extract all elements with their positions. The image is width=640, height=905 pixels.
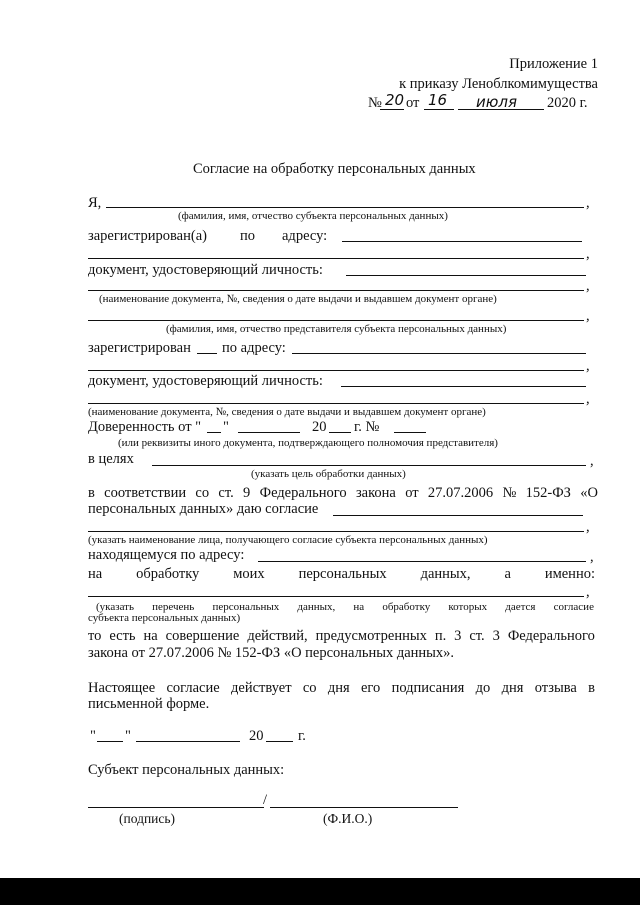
id-document-label: документ, удостоверяющий личность: [88, 262, 323, 278]
order-ot: от [406, 95, 420, 111]
word: со [302, 680, 317, 696]
law-line-1 [88, 485, 598, 502]
appendix-label: Приложение 1 [509, 56, 598, 72]
fio-representative-hint: (фамилия, имя, отчество представителя субъекта персональных данных) [166, 323, 507, 335]
word: подписания [391, 680, 465, 696]
word: которых [448, 601, 488, 613]
representative-id-document-line-2[interactable] [88, 403, 584, 404]
word: до [475, 680, 491, 696]
proxy-label: Доверенность от " [88, 419, 202, 435]
date-year-prefix: 20 [249, 728, 264, 744]
id-document-line-1[interactable] [346, 275, 586, 276]
registered-address: адресу: [282, 228, 328, 244]
located-label: находящемуся по адресу: [88, 547, 245, 563]
date-year-line[interactable] [266, 741, 293, 742]
word: дня [501, 680, 524, 696]
signature-caption: (подпись) [119, 811, 176, 826]
word: действий, [247, 628, 308, 644]
order-year: 2020 г. [547, 95, 588, 111]
word: обработку [382, 601, 431, 613]
representative-address-label: по адресу: [222, 340, 286, 356]
comma: , [586, 391, 590, 407]
purpose-line[interactable] [152, 465, 586, 466]
order-day-line [424, 109, 454, 110]
located-address-line[interactable] [258, 561, 586, 562]
date-quote-open: " [90, 728, 96, 744]
word: 27.07.2006 [427, 485, 494, 501]
proxy-quote: " [223, 419, 229, 435]
word: ст. [218, 485, 234, 501]
word: 9 [243, 485, 251, 501]
consent-recipient-line-1[interactable] [333, 515, 583, 516]
data-list-line[interactable] [88, 596, 584, 597]
order-label: к приказу Леноблкомимущества [399, 76, 598, 92]
word: п. [434, 628, 447, 644]
full-name-caption: (Ф.И.О.) [323, 811, 373, 826]
comma: , [586, 246, 590, 262]
word: то [88, 628, 102, 644]
data-list-hint-2: субъекта персональных данных) [88, 612, 241, 624]
word: Федерального [507, 628, 595, 644]
order-number-line [380, 109, 404, 110]
representative-id-document-line-1[interactable] [341, 386, 586, 387]
word: 3 [454, 628, 462, 644]
comma: , [586, 584, 590, 600]
signature-slash: / [263, 792, 268, 808]
word: его [360, 680, 381, 696]
address-line-2[interactable] [88, 258, 584, 259]
word: именно: [544, 566, 595, 582]
word: дается [505, 601, 536, 613]
document-title: Согласие на обработку персональных данных [193, 161, 476, 177]
order-month: июля [476, 93, 517, 111]
actions-line-1 [88, 628, 595, 645]
word: моих [233, 566, 265, 582]
word: согласие [166, 680, 220, 696]
word: на [88, 566, 103, 582]
word: со [195, 485, 210, 501]
order-number: 20 [385, 91, 405, 109]
law-line-2: персональных данных» даю согласие [88, 501, 319, 517]
representative-id-document-hint: (наименование документа, №, сведения о дате выдачи и выдавшем документ органе) [88, 406, 486, 418]
word: ст. [469, 628, 485, 644]
word: соответствии [104, 485, 187, 501]
proxy-hint: (или реквизиты иного документа, подтверждающего полномочия представителя) [118, 437, 498, 449]
word: совершение [165, 628, 240, 644]
word: согласие [553, 601, 594, 613]
representative-id-document-label: документ, удостоверяющий личность: [88, 373, 323, 389]
word: предусмотренных [315, 628, 427, 644]
word: действует [231, 680, 292, 696]
proxy-number-line[interactable] [394, 432, 426, 433]
fio-subject-hint: (фамилия, имя, отчество субъекта персональных данных) [178, 210, 448, 222]
word: № [502, 485, 517, 501]
scan-border [0, 878, 640, 905]
word: от [405, 485, 419, 501]
word: Федерального [259, 485, 347, 501]
representative-address-line-1[interactable] [292, 353, 586, 354]
word: персональных [212, 601, 280, 613]
word: обработку [136, 566, 200, 582]
word: персональных [298, 566, 387, 582]
representative-gender-line[interactable] [197, 353, 217, 354]
subject-label: Субъект персональных данных: [88, 762, 285, 778]
word: перечень [152, 601, 195, 613]
word: 152-ФЗ [525, 485, 571, 501]
validity-line-2: письменной форме. [88, 696, 210, 712]
comma: , [586, 195, 590, 211]
proxy-year-line[interactable] [329, 432, 351, 433]
date-quote-close: " [125, 728, 131, 744]
comma: , [586, 308, 590, 324]
word: отзыва [534, 680, 577, 696]
processing-line [88, 566, 595, 583]
word: на [353, 601, 365, 613]
date-day-line[interactable] [97, 741, 123, 742]
signature-line[interactable] [88, 807, 264, 808]
proxy-number-label: г. № [354, 419, 380, 435]
registered-po: по [240, 228, 256, 244]
word: в [588, 680, 595, 696]
date-g: г. [298, 728, 306, 744]
comma: , [586, 358, 590, 374]
word: (указать [96, 601, 134, 613]
comma: , [586, 519, 590, 535]
full-name-line[interactable] [270, 807, 458, 808]
purpose-hint: (указать цель обработки данных) [251, 468, 406, 480]
id-document-hint: (наименование документа, №, сведения о дате выдачи и выдавшем документ органе) [99, 293, 497, 305]
word: есть [109, 628, 136, 644]
address-line-1[interactable] [342, 241, 582, 242]
word: а [504, 566, 511, 582]
word: 3 [492, 628, 500, 644]
validity-line-1 [88, 680, 595, 697]
consent-recipient-line-2[interactable] [88, 531, 584, 532]
proxy-year-prefix: 20 [312, 419, 327, 435]
consent-recipient-hint: (указать наименование лица, получающего согласие субъекта персональных данных) [88, 534, 488, 546]
proxy-month-line[interactable] [238, 432, 300, 433]
comma: , [586, 278, 590, 294]
word: закона [355, 485, 396, 501]
word: данных, [297, 601, 336, 613]
proxy-day-line[interactable] [207, 432, 221, 433]
comma: , [590, 453, 594, 469]
word: в [88, 485, 95, 501]
id-document-line-2[interactable] [88, 290, 584, 291]
comma: , [590, 549, 594, 565]
fio-representative-line[interactable] [88, 320, 584, 321]
order-day: 16 [428, 91, 448, 109]
representative-registered-label: зарегистрирован [88, 340, 191, 356]
ya-label: Я, [88, 195, 102, 211]
registered-label: зарегистрирован(а) [88, 228, 207, 244]
word: на [143, 628, 158, 644]
purpose-label: в целях [88, 451, 134, 467]
word: Настоящее [88, 680, 156, 696]
word: данных, [420, 566, 471, 582]
order-number-prefix: № [368, 95, 382, 111]
word: «О [580, 485, 598, 501]
word: дня [327, 680, 350, 696]
order-month-line [458, 109, 544, 110]
representative-address-line-2[interactable] [88, 370, 584, 371]
fio-subject-line[interactable] [106, 207, 584, 208]
actions-line-2: закона от 27.07.2006 № 152-ФЗ «О персональных данных». [88, 645, 455, 661]
date-month-line[interactable] [136, 741, 240, 742]
